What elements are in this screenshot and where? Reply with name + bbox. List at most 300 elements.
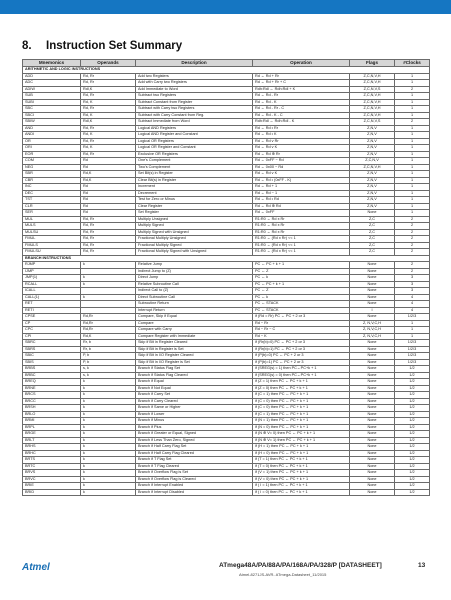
flags-cell: None: [350, 450, 395, 457]
operands-cell: Rd,K: [81, 177, 136, 184]
description-cell: Branch if Greater or Equal, Signed: [136, 431, 253, 438]
clocks-cell: 1/2: [395, 457, 430, 464]
clocks-cell: 1: [395, 93, 430, 100]
description-cell: Compare Register with Immediate: [136, 333, 253, 340]
flags-cell: None: [350, 346, 395, 353]
clocks-cell: 2: [395, 216, 430, 223]
flags-cell: Z,C,N,V,H: [350, 80, 395, 87]
mnemonic-cell: BRVS: [23, 470, 81, 477]
flags-cell: None: [350, 262, 395, 269]
clocks-cell: 1: [395, 171, 430, 178]
mnemonic-cell: SBIC: [23, 353, 81, 360]
operands-cell: Rd, Rr: [81, 216, 136, 223]
flags-cell: Z,N,V: [350, 203, 395, 210]
mnemonic-cell: BRTC: [23, 463, 81, 470]
mnemonic-cell: BRPL: [23, 424, 81, 431]
clocks-cell: 1: [395, 73, 430, 80]
flags-cell: None: [350, 457, 395, 464]
mnemonic-cell: CPI: [23, 333, 81, 340]
clocks-cell: 1/2: [395, 424, 430, 431]
column-header: Flags: [350, 60, 395, 67]
clocks-cell: 1/2: [395, 470, 430, 477]
operation-cell: Rdh:Rdl ← Rdh:Rdl - K: [253, 119, 350, 126]
description-cell: Indirect Call to (Z): [136, 288, 253, 295]
description-cell: Branch if Overflow Flag is Cleared: [136, 476, 253, 483]
clocks-cell: 1/2: [395, 476, 430, 483]
description-cell: Add Immediate to Word: [136, 86, 253, 93]
column-header: Mnemonics: [23, 60, 81, 67]
flags-cell: Z,C,N,V,S: [350, 119, 395, 126]
description-cell: Subtract two Registers: [136, 93, 253, 100]
mnemonic-cell: BREQ: [23, 379, 81, 386]
description-cell: Branch if Less Than Zero, Signed: [136, 437, 253, 444]
operation-cell: Rd − Rr: [253, 320, 350, 327]
flags-cell: None: [350, 288, 395, 295]
operation-cell: Rd ← Rd v K: [253, 145, 350, 152]
mnemonic-cell: BRCC: [23, 398, 81, 405]
flags-cell: None: [350, 437, 395, 444]
operands-cell: Rd: [81, 190, 136, 197]
clocks-cell: 1: [395, 145, 430, 152]
clocks-cell: 1: [395, 184, 430, 191]
description-cell: Branch if Not Equal: [136, 385, 253, 392]
mnemonic-cell: RJMP: [23, 262, 81, 269]
flags-cell: Z,N,V: [350, 177, 395, 184]
top-color-bar: [0, 0, 451, 14]
operation-cell: Rd ← Rd v Rr: [253, 138, 350, 145]
section-number: 8.: [22, 40, 32, 52]
operands-cell: Rd, K: [81, 132, 136, 139]
description-cell: Clear Bit(s) in Register: [136, 177, 253, 184]
clocks-cell: 2: [395, 268, 430, 275]
clocks-cell: 1: [395, 132, 430, 139]
table-body: [23, 67, 430, 496]
instruction-set-table: [22, 59, 430, 496]
mnemonic-cell: CBR: [23, 177, 81, 184]
mnemonic-cell: BRSH: [23, 405, 81, 412]
flags-cell: Z,C: [350, 249, 395, 256]
flags-cell: Z,C,N,V,H: [350, 99, 395, 106]
description-cell: Set Register: [136, 210, 253, 217]
description-cell: Direct Jump: [136, 275, 253, 282]
operation-cell: Rd ← Rd - Rr: [253, 93, 350, 100]
clocks-cell: 1: [395, 112, 430, 119]
mnemonic-cell: BRBS: [23, 366, 81, 373]
flags-cell: Z,N,V: [350, 138, 395, 145]
clocks-cell: 4: [395, 294, 430, 301]
description-cell: Multiply Unsigned: [136, 216, 253, 223]
clocks-cell: 1/2: [395, 450, 430, 457]
flags-cell: Z,N,V: [350, 197, 395, 204]
operands-cell: k: [81, 411, 136, 418]
operands-cell: Rr, b: [81, 346, 136, 353]
section-label: ARITHMETIC AND LOGIC INSTRUCTIONS: [23, 67, 430, 74]
operands-cell: Rd, Rr: [81, 73, 136, 80]
operands-cell: k: [81, 489, 136, 496]
operands-cell: Rd: [81, 184, 136, 191]
flags-cell: Z, N,V,C,H: [350, 327, 395, 334]
operands-cell: Rd,Rr: [81, 327, 136, 334]
mnemonic-cell: INC: [23, 184, 81, 191]
operation-cell: if (V = 1) then PC ← PC + k + 1: [253, 470, 350, 477]
description-cell: Fractional Multiply Signed with Unsigned: [136, 249, 253, 256]
operation-cell: Rd − K: [253, 333, 350, 340]
operands-cell: k: [81, 275, 136, 282]
flags-cell: Z,N,V: [350, 145, 395, 152]
description-cell: Logical OR Registers: [136, 138, 253, 145]
operands-cell: Rd, K: [81, 99, 136, 106]
flags-cell: Z,C: [350, 242, 395, 249]
description-cell: Logical OR Register and Constant: [136, 145, 253, 152]
clocks-cell: 1: [395, 190, 430, 197]
description-cell: Branch if Interrupt Enabled: [136, 483, 253, 490]
description-cell: Branch if Half Carry Flag Cleared: [136, 450, 253, 457]
description-cell: Set Bit(s) in Register: [136, 171, 253, 178]
section-heading: [22, 40, 182, 52]
operation-cell: Rd − Rr − C: [253, 327, 350, 334]
operation-cell: R1:R0 ← (Rd x Rr) << 1: [253, 236, 350, 243]
clocks-cell: 1/2: [395, 366, 430, 373]
mnemonic-cell: BRLO: [23, 411, 81, 418]
description-cell: Branch if Status Flag Set: [136, 366, 253, 373]
description-cell: Branch if Interrupt Disabled: [136, 489, 253, 496]
flags-cell: None: [350, 359, 395, 366]
operation-cell: R1:R0 ← (Rd x Rr) << 1: [253, 242, 350, 249]
operands-cell: k: [81, 463, 136, 470]
operands-cell: k: [81, 418, 136, 425]
description-cell: One's Complement: [136, 158, 253, 165]
description-cell: Indirect Jump to (Z): [136, 268, 253, 275]
flags-cell: Z,C,N,V,H: [350, 93, 395, 100]
operation-cell: Rd ← Rd • (0xFF - K): [253, 177, 350, 184]
flags-cell: Z,C,N,V,H: [350, 73, 395, 80]
flags-cell: Z,N,V: [350, 171, 395, 178]
mnemonic-cell: SUBI: [23, 99, 81, 106]
clocks-cell: 1: [395, 210, 430, 217]
mnemonic-cell: EOR: [23, 151, 81, 158]
operation-cell: if (N ⊕ V= 0) then PC ← PC + k + 1: [253, 431, 350, 438]
description-cell: Branch if Plus: [136, 424, 253, 431]
mnemonic-cell: RCALL: [23, 281, 81, 288]
description-cell: Subroutine Return: [136, 301, 253, 308]
operands-cell: Rd,Rr: [81, 320, 136, 327]
flags-cell: None: [350, 294, 395, 301]
operation-cell: if (H = 1) then PC ← PC + k + 1: [253, 444, 350, 451]
table-row: [23, 489, 430, 496]
flags-cell: None: [350, 489, 395, 496]
operands-cell: Rd, Rr: [81, 223, 136, 230]
clocks-cell: 1/2/3: [395, 340, 430, 347]
operation-cell: PC ← STACK: [253, 301, 350, 308]
operands-cell: s, k: [81, 372, 136, 379]
operation-cell: R1:R0 ← Rd x Rr: [253, 223, 350, 230]
operands-cell: Rd, Rr: [81, 125, 136, 132]
clocks-cell: 1/2: [395, 398, 430, 405]
clocks-cell: 1/2: [395, 431, 430, 438]
operands-cell: k: [81, 450, 136, 457]
description-cell: Logical AND Registers: [136, 125, 253, 132]
operation-cell: PC ← STACK: [253, 307, 350, 314]
flags-cell: None: [350, 353, 395, 360]
flags-cell: Z,C: [350, 223, 395, 230]
clocks-cell: 3: [395, 275, 430, 282]
flags-cell: None: [350, 470, 395, 477]
operands-cell: Rd, K: [81, 145, 136, 152]
description-cell: Branch if Minus: [136, 418, 253, 425]
flags-cell: None: [350, 463, 395, 470]
mnemonic-cell: NEG: [23, 164, 81, 171]
mnemonic-cell: RETI: [23, 307, 81, 314]
footer-document-title: ATmega48A/PA/88A/PA/168A/PA/328/P [DATASHEET]: [219, 562, 382, 569]
flags-cell: Z,N,V: [350, 125, 395, 132]
column-header: Description: [136, 60, 253, 67]
mnemonic-cell: BRLT: [23, 437, 81, 444]
description-cell: Clear Register: [136, 203, 253, 210]
flags-cell: None: [350, 385, 395, 392]
operands-cell: k: [81, 470, 136, 477]
mnemonic-cell: FMULS: [23, 242, 81, 249]
operation-cell: Rd ← Rd • Rr: [253, 125, 350, 132]
clocks-cell: 1/2/3: [395, 314, 430, 321]
operation-cell: if (T = 1) then PC ← PC + k + 1: [253, 457, 350, 464]
flags-cell: Z,C,N,V,H: [350, 164, 395, 171]
mnemonic-cell: TST: [23, 197, 81, 204]
clocks-cell: 1/2: [395, 437, 430, 444]
flags-cell: None: [350, 444, 395, 451]
operands-cell: Rdl,K: [81, 119, 136, 126]
clocks-cell: 1/2/3: [395, 359, 430, 366]
operands-cell: P, b: [81, 359, 136, 366]
description-cell: Interrupt Return: [136, 307, 253, 314]
operands-cell: k: [81, 444, 136, 451]
flags-cell: Z,C,N,V: [350, 158, 395, 165]
mnemonic-cell: BRBC: [23, 372, 81, 379]
clocks-cell: 1: [395, 197, 430, 204]
flags-cell: Z, N,V,C,H: [350, 320, 395, 327]
clocks-cell: 4: [395, 301, 430, 308]
mnemonic-cell: BRTS: [23, 457, 81, 464]
description-cell: Branch if T Flag Cleared: [136, 463, 253, 470]
mnemonic-cell: SUB: [23, 93, 81, 100]
clocks-cell: 1/2: [395, 405, 430, 412]
operands-cell: k: [81, 424, 136, 431]
operands-cell: k: [81, 262, 136, 269]
operands-cell: k: [81, 483, 136, 490]
column-header: Operation: [253, 60, 350, 67]
operands-cell: Rd, Rr: [81, 106, 136, 113]
clocks-cell: 1/2: [395, 411, 430, 418]
clocks-cell: 1: [395, 177, 430, 184]
mnemonic-cell: MULSU: [23, 229, 81, 236]
operands-cell: k: [81, 457, 136, 464]
flags-cell: None: [350, 411, 395, 418]
description-cell: Compare with Carry: [136, 327, 253, 334]
operands-cell: k: [81, 405, 136, 412]
operation-cell: if (N ⊕ V= 1) then PC ← PC + k + 1: [253, 437, 350, 444]
description-cell: Skip if Bit in Register is Set: [136, 346, 253, 353]
flags-cell: None: [350, 424, 395, 431]
clocks-cell: 1: [395, 320, 430, 327]
operation-cell: Rd ← Rd - K - C: [253, 112, 350, 119]
operation-cell: Rdh:Rdl ← Rdh:Rdl + K: [253, 86, 350, 93]
flags-cell: None: [350, 398, 395, 405]
clocks-cell: 1/2: [395, 392, 430, 399]
operation-cell: Rd ← 0xFF − Rd: [253, 158, 350, 165]
mnemonic-cell: BRVC: [23, 476, 81, 483]
description-cell: Compare, Skip if Equal: [136, 314, 253, 321]
operation-cell: if (Rd = Rr) PC ← PC + 2 or 3: [253, 314, 350, 321]
clocks-cell: 3: [395, 281, 430, 288]
operands-cell: k: [81, 379, 136, 386]
column-header: #Clocks: [395, 60, 430, 67]
clocks-cell: 4: [395, 307, 430, 314]
description-cell: Branch if Status Flag Cleared: [136, 372, 253, 379]
description-cell: Relative Jump: [136, 262, 253, 269]
mnemonic-cell: ORI: [23, 145, 81, 152]
clocks-cell: 1/2: [395, 379, 430, 386]
mnemonic-cell: BRMI: [23, 418, 81, 425]
mnemonic-cell: CLR: [23, 203, 81, 210]
operands-cell: Rd,Rr: [81, 314, 136, 321]
mnemonic-cell: BRHC: [23, 450, 81, 457]
operands-cell: Rd, Rr: [81, 151, 136, 158]
operation-cell: if (SREG(s) = 0) then PC←PC+k + 1: [253, 372, 350, 379]
mnemonic-cell: SBRS: [23, 346, 81, 353]
flags-cell: None: [350, 372, 395, 379]
clocks-cell: 2: [395, 242, 430, 249]
description-cell: Two's Complement: [136, 164, 253, 171]
description-cell: Branch if Carry Cleared: [136, 398, 253, 405]
operation-cell: Rd ← 0x00 − Rd: [253, 164, 350, 171]
flags-cell: None: [350, 281, 395, 288]
clocks-cell: 1/2: [395, 372, 430, 379]
description-cell: Subtract with Carry two Registers: [136, 106, 253, 113]
operation-cell: if ( I = 0) then PC ← PC + k + 1: [253, 489, 350, 496]
mnemonic-cell: MULS: [23, 223, 81, 230]
mnemonic-cell: ADC: [23, 80, 81, 87]
operands-cell: Rd: [81, 164, 136, 171]
mnemonic-cell: FMUL: [23, 236, 81, 243]
page-number: 13: [418, 562, 426, 569]
operands-cell: k: [81, 437, 136, 444]
description-cell: Exclusive OR Registers: [136, 151, 253, 158]
flags-cell: None: [350, 483, 395, 490]
operands-cell: Rd: [81, 203, 136, 210]
flags-cell: Z,C: [350, 216, 395, 223]
operands-cell: k: [81, 385, 136, 392]
operands-cell: P, b: [81, 353, 136, 360]
flags-cell: Z,N,V: [350, 132, 395, 139]
clocks-cell: 1/2: [395, 385, 430, 392]
mnemonic-cell: SBRC: [23, 340, 81, 347]
operation-cell: Rd ← Rd ⊕ Rd: [253, 203, 350, 210]
operands-cell: Rd, Rr: [81, 249, 136, 256]
operation-cell: R1:R0 ← Rd x Rr: [253, 216, 350, 223]
operands-cell: Rd, K: [81, 112, 136, 119]
clocks-cell: 1: [395, 158, 430, 165]
mnemonic-cell: JMP(1): [23, 275, 81, 282]
clocks-cell: 1/2: [395, 444, 430, 451]
clocks-cell: 1: [395, 138, 430, 145]
operation-cell: if (T = 0) then PC ← PC + k + 1: [253, 463, 350, 470]
description-cell: Skip if Bit in I/O Register Cleared: [136, 353, 253, 360]
operation-cell: if (Z = 1) then PC ← PC + k + 1: [253, 379, 350, 386]
description-cell: Skip if Bit in I/O Register is Set: [136, 359, 253, 366]
flags-cell: Z,N,V: [350, 190, 395, 197]
clocks-cell: 1/2: [395, 418, 430, 425]
clocks-cell: 1/2/3: [395, 346, 430, 353]
description-cell: Branch if Carry Set: [136, 392, 253, 399]
operands-cell: Rd,K: [81, 333, 136, 340]
description-cell: Add two Registers: [136, 73, 253, 80]
operation-cell: if (P(b)=1) PC ← PC + 2 or 3: [253, 359, 350, 366]
footer-document-id: Atmel-8271JS-AVR- ATmega-Datasheet_11/2015: [239, 572, 327, 577]
operation-cell: if (H = 0) then PC ← PC + k + 1: [253, 450, 350, 457]
operation-cell: if (N = 0) then PC ← PC + k + 1: [253, 424, 350, 431]
operands-cell: k: [81, 281, 136, 288]
operation-cell: PC ← PC + k + 1: [253, 262, 350, 269]
flags-cell: None: [350, 275, 395, 282]
mnemonic-cell: OR: [23, 138, 81, 145]
clocks-cell: 1: [395, 327, 430, 334]
mnemonic-cell: SER: [23, 210, 81, 217]
clocks-cell: 1: [395, 125, 430, 132]
clocks-cell: 1: [395, 80, 430, 87]
clocks-cell: 3: [395, 288, 430, 295]
operation-cell: PC ← Z: [253, 288, 350, 295]
flags-cell: None: [350, 476, 395, 483]
flags-cell: None: [350, 405, 395, 412]
operation-cell: PC ← PC + k + 1: [253, 281, 350, 288]
operation-cell: if (Rr(b)=0) PC ← PC + 2 or 3: [253, 340, 350, 347]
description-cell: Branch if T Flag Set: [136, 457, 253, 464]
operands-cell: Rr, b: [81, 340, 136, 347]
mnemonic-cell: ANDI: [23, 132, 81, 139]
clocks-cell: 1: [395, 106, 430, 113]
clocks-cell: 1/2/3: [395, 353, 430, 360]
flags-cell: Z,C,N,V,H: [350, 106, 395, 113]
operation-cell: Rd ← Rd - Rr - C: [253, 106, 350, 113]
operands-cell: k: [81, 294, 136, 301]
section-title: Instruction Set Summary: [46, 40, 183, 52]
description-cell: Decrement: [136, 190, 253, 197]
operands-cell: Rd, Rr: [81, 80, 136, 87]
operands-cell: Rd, Rr: [81, 138, 136, 145]
flags-cell: None: [350, 366, 395, 373]
operation-cell: if (SREG(s) = 1) then PC←PC+k + 1: [253, 366, 350, 373]
atmel-logo: Atmel: [22, 562, 50, 573]
operation-cell: Rd ← Rd + Rr: [253, 73, 350, 80]
operands-cell: Rd: [81, 158, 136, 165]
description-cell: Subtract Constant from Register: [136, 99, 253, 106]
mnemonic-cell: AND: [23, 125, 81, 132]
operation-cell: Rd ← Rd + Rr + C: [253, 80, 350, 87]
clocks-cell: 1: [395, 203, 430, 210]
operation-cell: if (C = 0) then PC ← PC + k + 1: [253, 405, 350, 412]
operands-cell: k: [81, 398, 136, 405]
operation-cell: if (C = 0) then PC ← PC + k + 1: [253, 398, 350, 405]
description-cell: Subtract Immediate from Word: [136, 119, 253, 126]
description-cell: Multiply Signed: [136, 223, 253, 230]
mnemonic-cell: IJMP: [23, 268, 81, 275]
flags-cell: None: [350, 268, 395, 275]
flags-cell: None: [350, 392, 395, 399]
operands-cell: s, k: [81, 366, 136, 373]
mnemonic-cell: BRIE: [23, 483, 81, 490]
clocks-cell: 2: [395, 236, 430, 243]
flags-cell: Z,C,N,V,S: [350, 86, 395, 93]
clocks-cell: 2: [395, 86, 430, 93]
